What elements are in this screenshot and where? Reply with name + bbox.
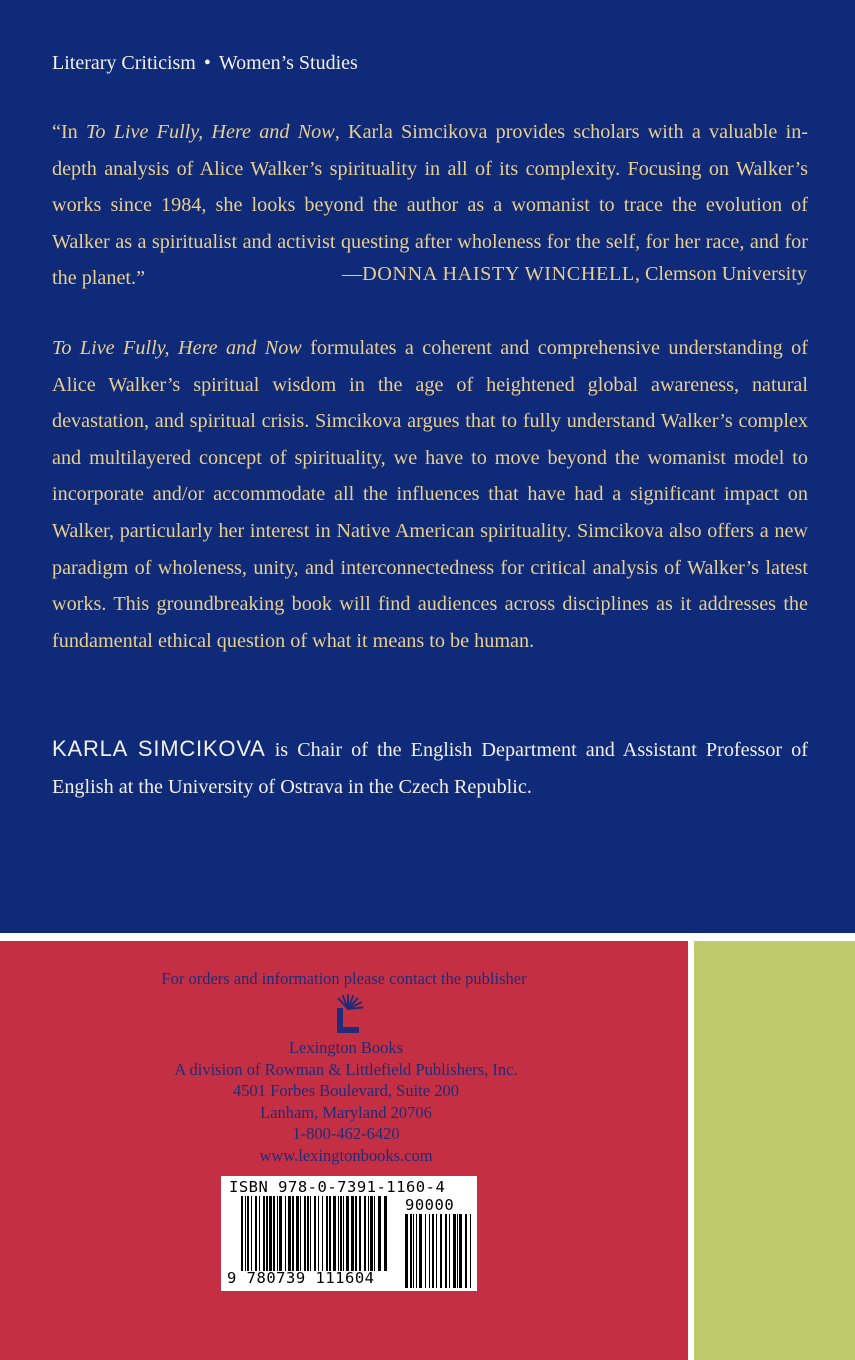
- barcode-addon-number: 90000: [405, 1196, 455, 1214]
- endorsement-attribution: [342, 256, 807, 292]
- publisher-city: Lanham, Maryland 20706: [260, 1102, 432, 1122]
- publisher-panel: [0, 941, 688, 1360]
- endorser-affiliation: , Clemson University: [634, 263, 807, 285]
- quote-text: , Karla Simcikova provides scholars with a valuable in-depth analysis of Alice Walker’s spirituality in all of its complexity. Focusing on Walker’s works since 1984, she looks beyond the author as a womanist to trace the evolution of Walker as a spiritualist and activist questing after wholeness for the self, for her race, and for the planet.”: [52, 121, 809, 289]
- publisher-website: www.lexingtonbooks.com: [259, 1145, 433, 1165]
- category-separator: •: [203, 52, 211, 74]
- attribution-dash: —: [341, 263, 363, 285]
- description-book-title: To Live Fully, Here and Now: [52, 337, 302, 359]
- author-bio: [52, 730, 808, 806]
- endorser-name: DONNA HAISTY WINCHELL: [362, 263, 635, 285]
- publisher-phone: 1-800-462-6420: [292, 1124, 400, 1143]
- quote-book-title: To Live Fully, Here and Now: [86, 121, 335, 143]
- quote-open: “In: [52, 121, 86, 143]
- publisher-division: A division of Rowman & Littlefield Publishers, Inc.: [174, 1059, 518, 1079]
- category-line: [52, 52, 358, 75]
- lexington-logo-icon: [328, 993, 368, 1035]
- author-name: KARLA SIMCIKOVA: [52, 736, 266, 761]
- isbn-text: ISBN 978-0-7391-1160-4: [229, 1178, 446, 1196]
- barcode-ean-number: 9 780739 111604: [227, 1269, 375, 1287]
- publisher-street: 4501 Forbes Boulevard, Suite 200: [233, 1081, 459, 1100]
- panel-divider: [0, 933, 855, 941]
- description-text: formulates a coherent and comprehensive understanding of Alice Walker’s spiritual wisdom in the age of heightened global awareness, natural devastation, and spiritual crisis. Simcikova argues that to fully understand Walker’s complex and multilayered concept of spirituality, we have to move beyond the womanist model to incorporate and/or accommodate all the influences that have had a significant impact on Walker, particularly her interest in Native American spirituality. Simcikova also offers a new paradigm of wholeness, unity, and interconnectedness for critical analysis of Walker’s latest works. This groundbreaking book will find audiences across disciplines as it addresses the fundamental ethical question of what it means to be human.: [52, 337, 809, 652]
- author-bio-text: is Chair of the English Department and Assistant Professor of English at the University of Ostrava in the Czech Republic.: [52, 739, 808, 798]
- isbn-barcode: [221, 1176, 477, 1291]
- book-description: [52, 330, 808, 659]
- publisher-name: Lexington Books: [288, 1038, 404, 1057]
- green-accent-panel: [694, 941, 855, 1360]
- category-womens-studies: Women’s Studies: [218, 52, 358, 74]
- publisher-contact-line: For orders and information please contact the publisher: [161, 969, 527, 988]
- publisher-address-block: [0, 1037, 692, 1166]
- category-literary-criticism: Literary Criticism: [52, 52, 196, 74]
